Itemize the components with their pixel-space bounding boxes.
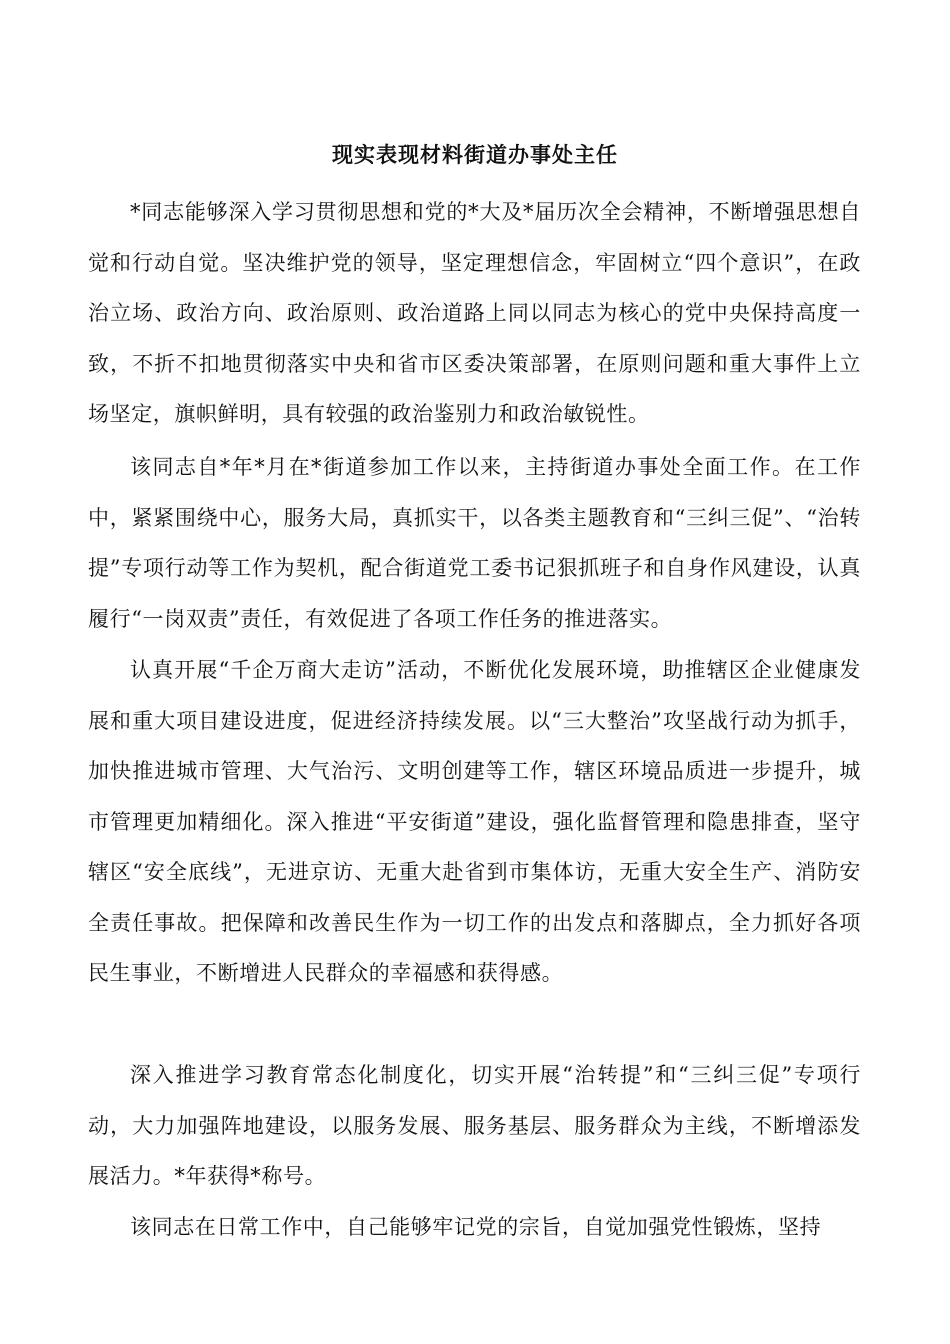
paragraph-work-history: 该同志自*年*月在*街道参加工作以来，主持街道办事处全面工作。在工作中，紧紧围绕中心，服务大局，真抓实干，以各类主题教育和“三纠三促”、“治转提”专项行动等工作为契机，配合街道党工委书记狠抓班子和自身作风建设，认真履行“一岗双责”责任，有效促进了各项工作任务的推进落实。 (88, 455, 861, 631)
paragraph-achievements: 认真开展“千企万商大走访”活动，不断优化发展环境，助推辖区企业健康发展和重大项目建设进度，促进经济持续发展。以“三大整治”攻坚战行动为抓手，加快推进城市管理、大气治污、文明创建等工作，辖区环境品质进一步提升，城市管理更加精细化。深入推进“平安街道”建设，强化监督管理和隐患排查，坚守辖区“安全底线”，无进京访、无重大赴省到市集体访，无重大安全生产、消防安全责任事故。把保障和改善民生作为一切工作的出发点和落脚点，全力抓好各项民生事业，不断增进人民群众的幸福感和获得感。 (88, 658, 861, 985)
paragraph-study-education: 深入推进学习教育常态化制度化，切实开展“治转提”和“三纠三促”专项行动，大力加强阵地建设，以服务发展、服务基层、服务群众为主线，不断增添发展活力。*年获得*称号。 (88, 1063, 861, 1188)
paragraph-daily-work: 该同志在日常工作中，自己能够牢记党的宗旨，自觉加强党性锻炼，坚持 (130, 1215, 822, 1239)
paragraph-political-stance: *同志能够深入学习贯彻思想和党的*大及*届历次全会精神，不断增强思想自觉和行动自觉。坚决维护党的领导，坚定理想信念，牢固树立“四个意识”，在政治立场、政治方向、政治原则、政治道路上同以同志为核心的党中央保持高度一致，不折不扣地贯彻落实中央和省市区委决策部署，在原则问题和重大事件上立场坚定，旗帜鲜明，具有较强的政治鉴别力和政治敏锐性。 (88, 200, 861, 426)
document-title: 现实表现材料街道办事处主任 (332, 142, 618, 167)
